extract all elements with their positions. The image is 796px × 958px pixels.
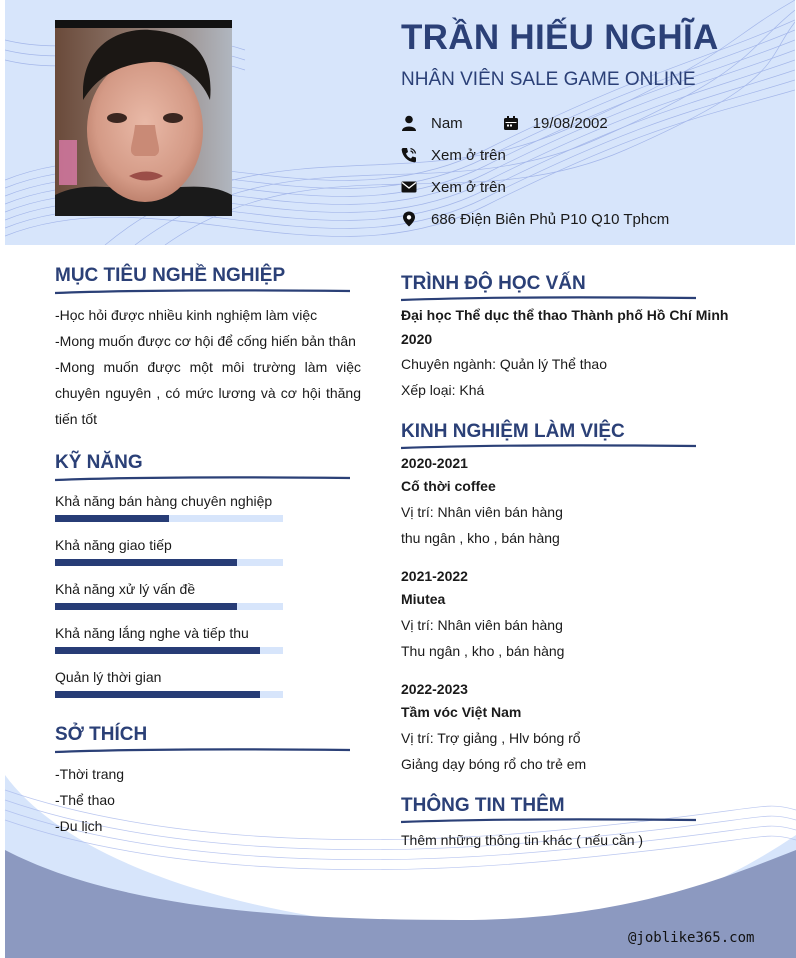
skill-label: Khả năng xử lý vấn đề [55,581,196,597]
objective-text [55,302,361,432]
candidate-name: TRẦN HIẾU NGHĨA [401,18,719,57]
gender-item [401,115,463,132]
job-period: 2022-2023 [401,681,468,697]
skill-bar-fill [55,691,260,698]
gender-value: Nam [431,114,463,132]
experience-title: KINH NGHIỆM LÀM VIỆC [401,421,625,442]
education-school: Đại học Thể dục thể thao Thành phố Hồ Chí Minh [401,307,729,323]
education-year: 2020 [401,331,433,347]
hobbies-list [55,761,355,839]
extra-info-text: Thêm những thông tin khác ( nếu cần ) [401,832,644,848]
address-value: 686 Điện Biên Phủ P10 Q10 Tphcm [431,210,670,228]
extra-info-title-underline [401,818,696,824]
skill-bar [55,647,283,654]
skill-bar-fill [55,559,237,566]
job-company: Miutea [401,591,446,607]
profile-photo [55,20,232,216]
objective-line: -Mong muốn được một môi trường làm việc chuyên nguyên , có mức lương và cơ hội thăng tiến tốt [55,359,361,427]
info-row-address [401,208,669,230]
hobbies-title: SỞ THÍCH [55,724,148,745]
info-row-phone [401,144,506,166]
education-title-underline [401,296,696,302]
birthday-item [503,115,608,132]
skill-bar [55,515,283,522]
skill-bar-fill [55,647,260,654]
job-position: Vị trí: Trợ giảng , Hlv bóng rổ [401,730,581,746]
job-description: Thu ngân , kho , bán hàng [401,643,565,659]
objective-line: -Mong muốn được cơ hội để cống hiến bản thân [55,333,356,349]
job-title: NHÂN VIÊN SALE GAME ONLINE [401,69,696,90]
hobby-item: -Du lịch [55,818,103,834]
job-description: Giảng dạy bóng rổ cho trẻ em [401,756,587,772]
education-major: Chuyên ngành: Quản lý Thể thao [401,356,608,372]
job-description: thu ngân , kho , bán hàng [401,530,560,546]
objective-line: -Học hỏi được nhiều kinh nghiệm làm việc [55,307,318,323]
envelope-icon [401,179,417,195]
job-period: 2020-2021 [401,455,468,471]
education-rank: Xếp loại: Khá [401,382,485,398]
job-position: Vị trí: Nhân viên bán hàng [401,504,563,520]
watermark: @joblike365.com [628,930,755,946]
skill-bar-fill [55,515,169,522]
objective-title: MỤC TIÊU NGHỀ NGHIỆP [55,265,286,286]
skill-label: Khả năng giao tiếp [55,537,172,553]
skill-label: Khả năng lắng nghe và tiếp thu [55,625,249,641]
map-pin-icon [401,211,417,227]
hobby-item: -Thời trang [55,766,125,782]
info-row-gender-birthday [401,112,608,134]
experience-title-underline [401,444,696,450]
skill-bar [55,559,283,566]
skill-bar-fill [55,603,237,610]
objective-title-underline [55,289,350,295]
job-position: Vị trí: Nhân viên bán hàng [401,617,563,633]
skill-bar [55,603,283,610]
calendar-icon [503,115,519,131]
email-value: Xem ở trên [431,178,506,196]
birthday-value: 19/08/2002 [532,114,608,132]
skills-title-underline [55,476,350,482]
job-period: 2021-2022 [401,568,468,584]
education-title: TRÌNH ĐỘ HỌC VẤN [401,273,586,294]
info-row-email [401,176,506,198]
user-icon [401,115,417,131]
phone-value: Xem ở trên [431,146,506,164]
hobbies-title-underline [55,748,350,754]
job-company: Tầm vóc Việt Nam [401,704,522,720]
phone-icon [401,147,417,163]
skill-label: Quản lý thời gian [55,669,162,685]
extra-info-title: THÔNG TIN THÊM [401,795,565,816]
skills-title: KỸ NĂNG [55,452,143,473]
skill-label: Khả năng bán hàng chuyên nghiệp [55,493,273,509]
skill-bar [55,691,283,698]
portrait-image [55,20,232,216]
job-company: Cố thời coffee [401,478,496,494]
hobby-item: -Thể thao [55,792,115,808]
